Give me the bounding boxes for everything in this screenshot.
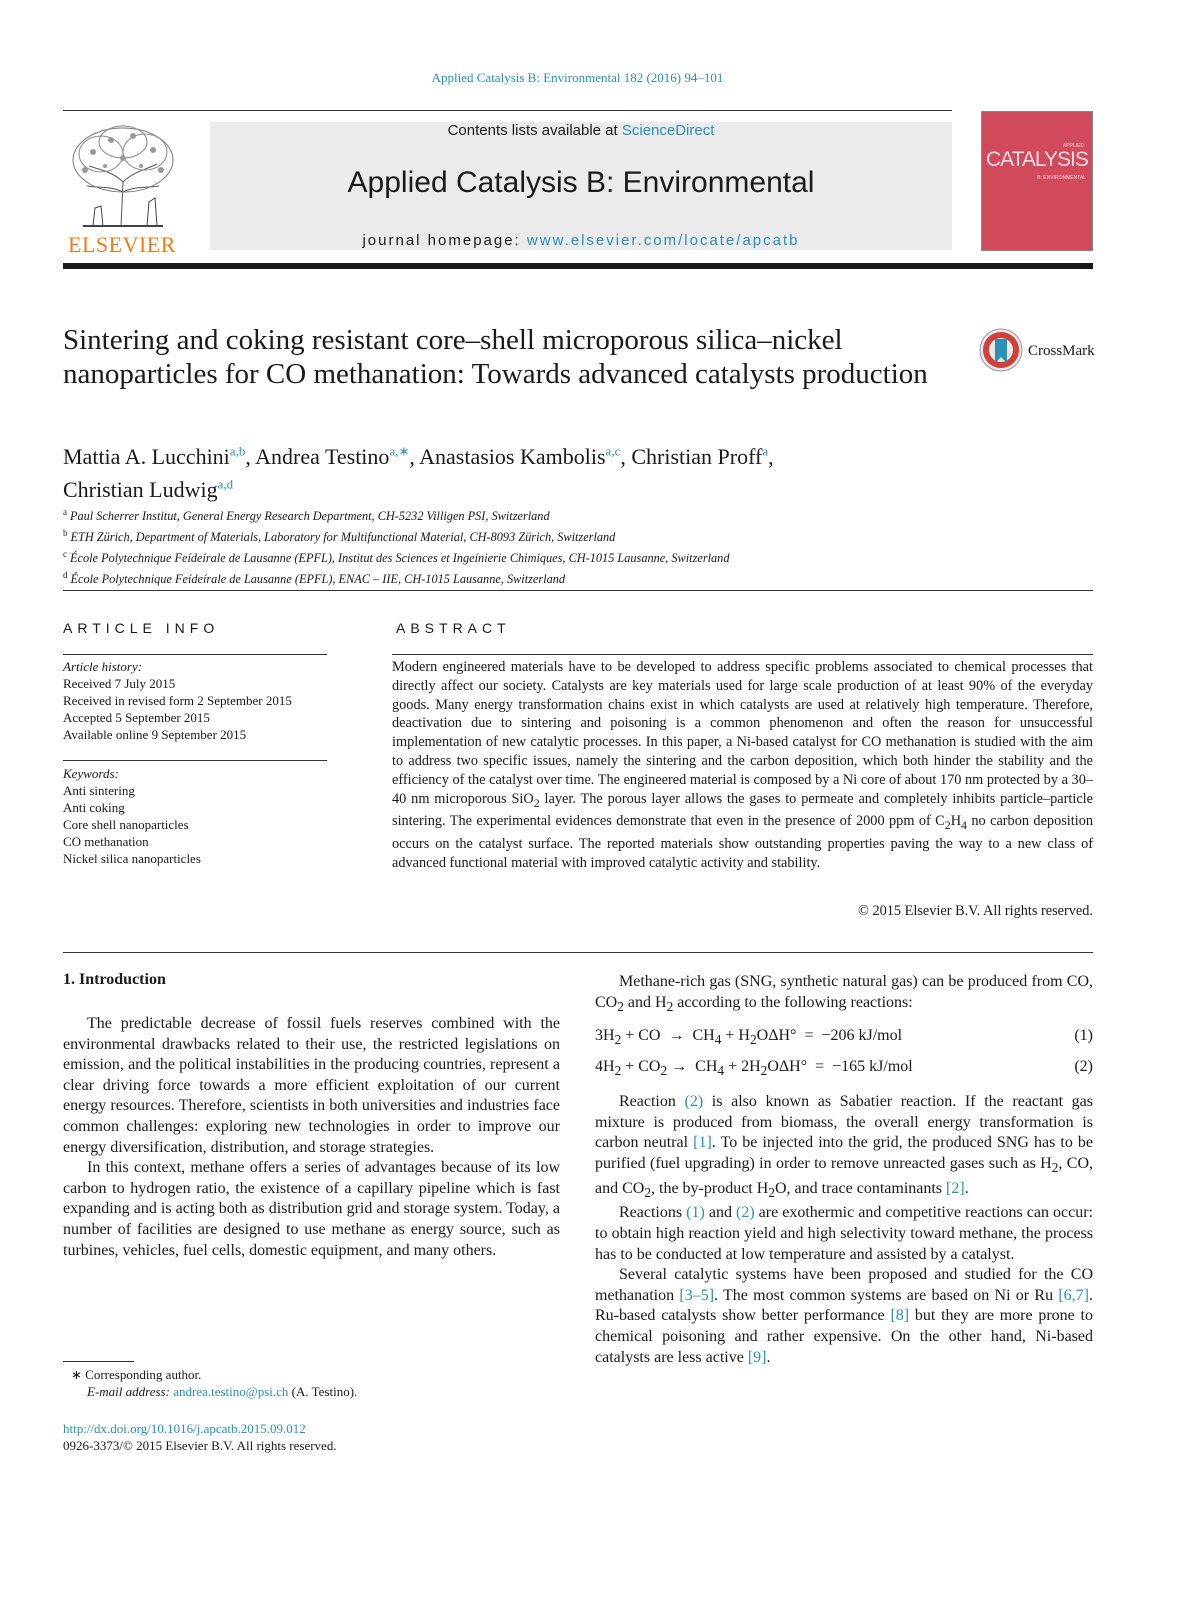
author[interactable]: Christian Ludwig$^{a,d}$ [63, 476, 234, 502]
keyword: CO methanation [63, 834, 149, 849]
affiliation: $^a$ Paul Scherrer Institut, General Energy Research Department, CH-5232 Villigen PSI, Switzerland [63, 507, 550, 524]
citation-link[interactable]: [3–5] [679, 1286, 715, 1304]
keywords-rule [63, 760, 327, 761]
elsevier-wordmark: ELSEVIER [68, 232, 176, 257]
contents-availability: Contents lists available at ScienceDirect [447, 122, 715, 139]
history-item: Received 7 July 2015 [63, 676, 176, 691]
citation-link[interactable]: [6,7] [1058, 1286, 1089, 1304]
elsevier-logo [63, 122, 181, 257]
crossmark-label: CrossMark [1028, 343, 1095, 359]
crossmark-icon [978, 327, 1024, 373]
author[interactable]: Christian Proff$^a$ [631, 444, 769, 470]
history-item: Accepted 5 September 2015 [63, 710, 210, 725]
history-item: Received in revised form 2 September 2015 [63, 693, 292, 708]
keyword: Core shell nanoparticles [63, 817, 189, 832]
journal-homepage: journal homepage: www.elsevier.com/locate/apcatb [362, 232, 800, 249]
left-column [63, 1014, 560, 1261]
journal-masthead [210, 122, 952, 250]
right-column [595, 1092, 1093, 1368]
abstract-heading: ABSTRACT [396, 620, 511, 636]
corresponding-author-footnote: ∗ Corresponding author. E-mail address: andrea.testino@psi.ch (A. Testino). [71, 1367, 358, 1399]
affiliation: $^c$ École Polytechnique Feídeírale de Lausanne (EPFL), Institut des Sciences et Ingeínierie Chimiques, CH-1015 Lausanne, Switzerland [63, 549, 730, 566]
keyword: Anti coking [63, 800, 125, 815]
crossmark-badge[interactable] [978, 327, 1098, 373]
equation-number: (1) [1074, 1027, 1093, 1044]
cover-series-label: APPLIED [1062, 143, 1084, 149]
affiliation-rule [63, 590, 1093, 591]
doi-link[interactable]: http://dx.doi.org/10.1016/j.apcatb.2015.09.012 [63, 1421, 306, 1436]
sciencedirect-link[interactable]: ScienceDirect [621, 122, 715, 139]
keywords-label: Keywords: [63, 766, 119, 781]
history-item: Available online 9 September 2015 [63, 727, 247, 742]
issn-line: 0926-3373/© 2015 Elsevier B.V. All rights reserved. [63, 1438, 337, 1453]
paragraph: Methane-rich gas (SNG, synthetic natural gas) can be produced from CO, $CO_2$ and $H_2$ according to the following reactions: [595, 973, 1093, 1014]
affiliations [63, 504, 963, 588]
abstract-rule [392, 654, 1093, 655]
equation-ref-link[interactable]: (1) [686, 1204, 705, 1222]
author-list: Mattia A. Lucchini$^{a,b}$, Andrea Testino$^{a,∗}$, Anastasios Kambolis$^{a,c}$, Christian Proff$^a$, Christian Ludwig$^{a,d}$ [63, 444, 774, 502]
right-column-lead [595, 972, 1093, 1017]
paragraph: Several catalytic systems have been proposed and studied for the CO methanation [3–5]. The most common systems are based on Ni or Ru [6,7]. Ru-based catalysts show better performance [8] but they are more prone to chemical poisoning and rather expensive. On the other hand, Ni-based catalysts are less active [9]. [595, 1266, 1094, 1366]
journal-name: Applied Catalysis B: Environmental [347, 166, 815, 199]
journal-cover-thumbnail[interactable] [981, 111, 1093, 251]
citation-link[interactable]: [2] [946, 1179, 965, 1197]
author[interactable]: Anastasios Kambolis$^{a,c}$ [419, 444, 621, 470]
section-heading-introduction: 1. Introduction [63, 971, 166, 988]
equation-2: $4H_2 + CO_2 \to CH_4 + 2H_2O\Delta H^\circ = -165$ kJ/mol (2) [595, 1058, 1093, 1079]
journal-reference[interactable]: Applied Catalysis B: Environmental 182 (2016) 94–101 [431, 70, 724, 85]
article-title: Sintering and coking resistant core–shell microporous silica–nickel nanoparticles for CO methanation: Towards advanced catalysts production [63, 324, 928, 390]
author[interactable]: Andrea Testino$^{a,∗}$ [255, 444, 410, 470]
cover-subtitle: B: ENVIRONMENTAL [1037, 175, 1086, 181]
affiliation: $^b$ ETH Zürich, Department of Materials, Laboratory for Multifunctional Material, CH-8093 Zürich, Switzerland [63, 528, 616, 545]
history-label: Article history: [63, 659, 143, 674]
keyword: Anti sintering [63, 783, 135, 798]
equation-ref-link[interactable]: (2) [684, 1093, 704, 1110]
article-history [63, 658, 327, 743]
paragraph: In this context, methane offers a series of advantages because of its low carbon to hydrogen ratio, the existence of a capillary pipeline which is fast expanding and is acting both as distribution grid and storage system. Today, a number of facilities are designed to use methane as energy source, such as turbines, vehicles, fuel cells, domestic equipment, and many others. [63, 1159, 560, 1259]
citation-link[interactable]: [8] [890, 1307, 910, 1325]
abstract-bottom-rule [63, 952, 1093, 953]
author[interactable]: Mattia A. Lucchini$^{a,b}$ [63, 444, 246, 470]
masthead-rule [63, 263, 1093, 269]
elsevier-tree-icon [63, 122, 181, 230]
article-info-heading: ARTICLE INFO [63, 620, 220, 636]
paragraph: Reactions (1) and (2) are exothermic and competitive reactions can occur: to obtain high reaction yield and high selectivity toward methane, the process has to be conducted at low temperature and assisted by a catalyst. [595, 1204, 1093, 1263]
citation-link[interactable]: [9] [747, 1348, 767, 1366]
copyright-notice: © 2015 Elsevier B.V. All rights reserved. [858, 903, 1093, 919]
homepage-link[interactable]: www.elsevier.com/locate/apcatb [526, 232, 800, 249]
keywords [63, 765, 327, 867]
citation-link[interactable]: [1] [693, 1134, 712, 1152]
affiliation: $^d$ École Polytechnique Feídeírale de Lausanne (EPFL), ENAC – IIE, CH-1015 Lausanne, Switzerland [63, 570, 566, 587]
footnote-rule [63, 1361, 134, 1362]
email-link[interactable]: andrea.testino@psi.ch [173, 1384, 289, 1399]
info-rule [63, 654, 327, 655]
equation-number: (2) [1074, 1058, 1093, 1075]
paragraph: The predictable decrease of fossil fuels reserves combined with the environmental drawbacks related to their use, the restricted legislations on emission, and the political instabilities in the producing countries, represent a clear driving force towards a more efficient exploitation of our current energy resources. Therefore, scientists in both universities and industries face common challenges: exploring new technologies in order to improve our energy diversification, distribution, and storage strategies. [63, 1015, 560, 1156]
header-rule [63, 110, 952, 111]
abstract-text: Modern engineered materials have to be developed to address specific problems associated to chemical processes that directly affect our society. Catalysts are key materials used for large scale production of at least 90% of the everyday goods. Many energy transformation chains exist in which catalysts are used at relatively high temperature. Therefore, deactivation due to sintering and poisoning is a common phenomenon and often the reason for unsuccessful implementation of new catalytic processes. In this paper, a Ni-based catalyst for CO methanation is studied with the aim to address two specific issues, namely the sintering and the carbon deposition, which both hinder the stability and the efficiency of the catalyst over time. The engineered material is composed by a Ni core of about 170 nm protected by a 30–40 nm microporous SiO$_2$ layer. The porous layer allows the gases to permeate and completely inhibits particle–particle sintering. The experimental evidences demonstrate that even in the presence of 2000 ppm of $C_2H_4$ no carbon deposition occurs on the catalyst surface. The reported materials show outstanding properties paving the way to a new class of advanced functional material with improved catalytic activity and stability. [392, 659, 1093, 871]
paragraph: Reaction (2) is also known as Sabatier reaction. If the reactant gas mixture is produced from biomass, the overall energy transformation is carbon neutral [1]. To be injected into the grid, the produced SNG has to be purified (fuel upgrading) in order to remove unreacted gases such as $H_2$, CO, and $CO_2$, the by-product $H_2O$, and trace contaminants [2]. [595, 1093, 1094, 1200]
keyword: Nickel silica nanoparticles [63, 851, 201, 866]
equation-ref-link[interactable]: (2) [735, 1204, 755, 1222]
cover-title: CATALYSIS [986, 148, 1088, 171]
equation-1: $3H_2$ + CO → $CH_4 + H_2O\Delta H^\circ = -206$ kJ/mol (1) [595, 1027, 1093, 1048]
doi-block [63, 1420, 337, 1454]
